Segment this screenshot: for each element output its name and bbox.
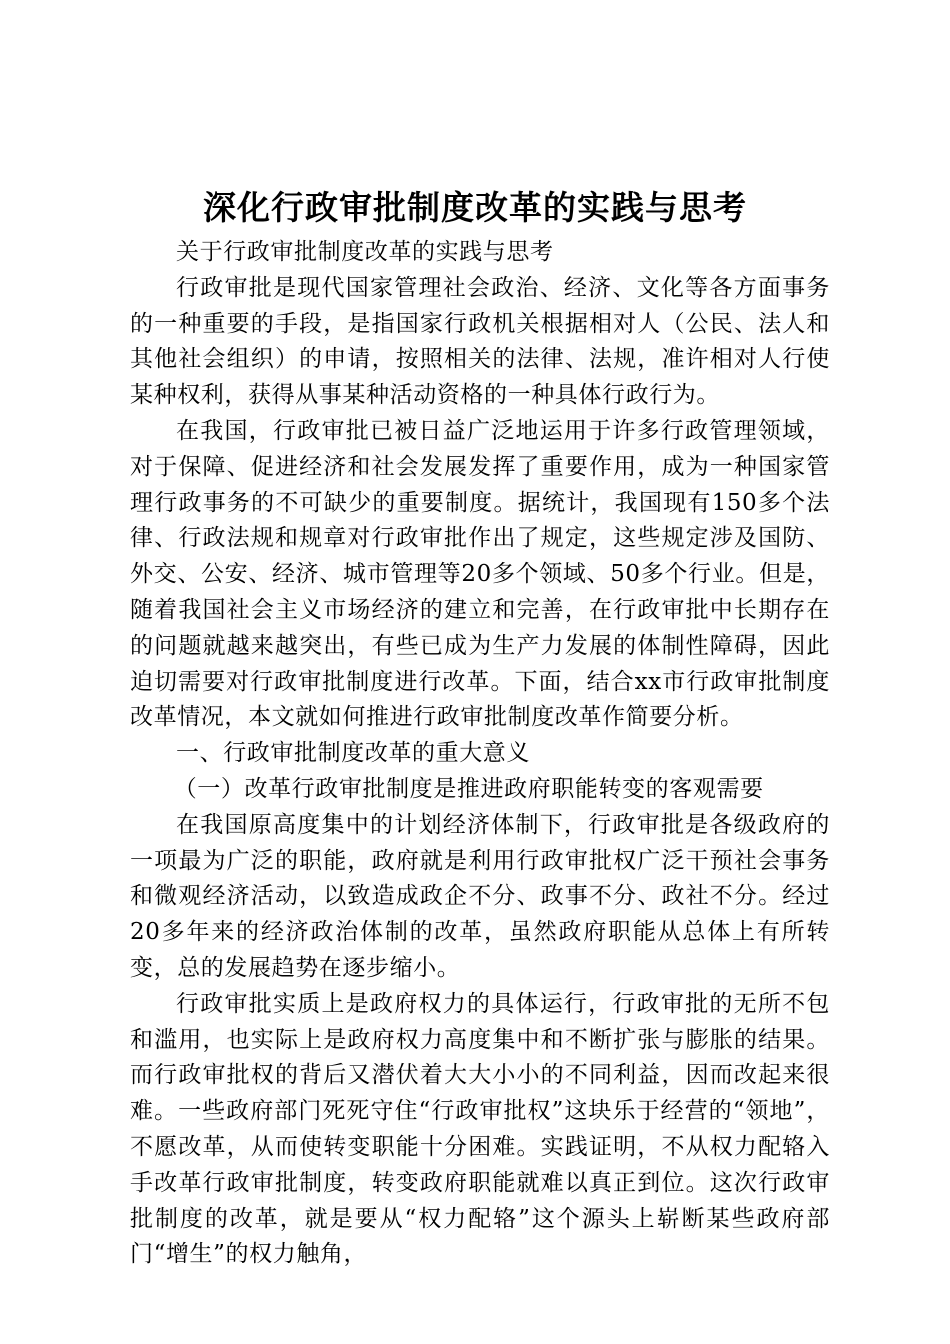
paragraph-subtitle: 关于行政审批制度改革的实践与思考	[176, 239, 554, 265]
subsection-heading-1: （一）改革行政审批制度是推进政府职能转变的客观需要	[173, 775, 764, 802]
document-title: 深化行政审批制度改革的实践与思考	[203, 188, 747, 227]
paragraph-power-essence: 行政审批实质上是政府权力的具体运行，行政审批的无所不包和滥用，也实际上是政府权力高度集中和不断扩张与膨胀的结果。而行政审批权的背后又潜伏着大大小小的不同利益，因而改起来很难。一些政府部门死死守住“行政审批权”这块乐于经营的“领地”，不愿改革，从而使转变职能十分困难。实践证明，不从权力配辂入手改革行政审批制度，转变政府职能就难以真正到位。这次行政审批制度的改革，就是要从“权力配辂”这个源头上崭断某些政府部门“增生”的权力触角，	[130, 990, 830, 1268]
paragraph-definition: 行政审批是现代国家管理社会政治、经济、文化等各方面事务的一种重要的手段，是指国家行政机关根据相对人（公民、法人和其他社会组织）的申请，按照相关的法律、法规，准许相对人行使某种权利，获得从事某种活动资格的一种具体行政行为。	[130, 274, 830, 409]
paragraph-planned-economy: 在我国原高度集中的计划经济体制下，行政审批是各级政府的一项最为广泛的职能，政府就是利用行政审批权广泛干预社会事务和微观经济活动，以致造成政企不分、政事不分、政社不分。经过20多年来的经济政治体制的改革，虽然政府职能从总体上有所转变，总的发展趋势在逐步缩小。	[130, 811, 830, 981]
section-heading-1: 一、行政审批制度改革的重大意义	[176, 740, 530, 767]
paragraph-background: 在我国，行政审批已被日益广泛地运用于许多行政管理领域，对于保障、促进经济和社会发展发挥了重要作用，成为一种国家管理行政事务的不可缺少的重要制度。据统计，我国现有150多个法律、行政法规和规章对行政审批作出了规定，这些规定涉及国防、外交、公安、经济、城市管理等20多个领域、50多个行业。但是，随着我国社会主义市场经济的建立和完善，在行政审批中长期存在的问题就越来越突出，有些已成为生产力发展的体制性障碍，因此迫切需要对行政审批制度进行改革。下面，结合xx市行政审批制度改革情况，本文就如何推进行政审批制度改革作简要分析。	[130, 417, 830, 731]
document-body	[130, 235, 830, 1273]
